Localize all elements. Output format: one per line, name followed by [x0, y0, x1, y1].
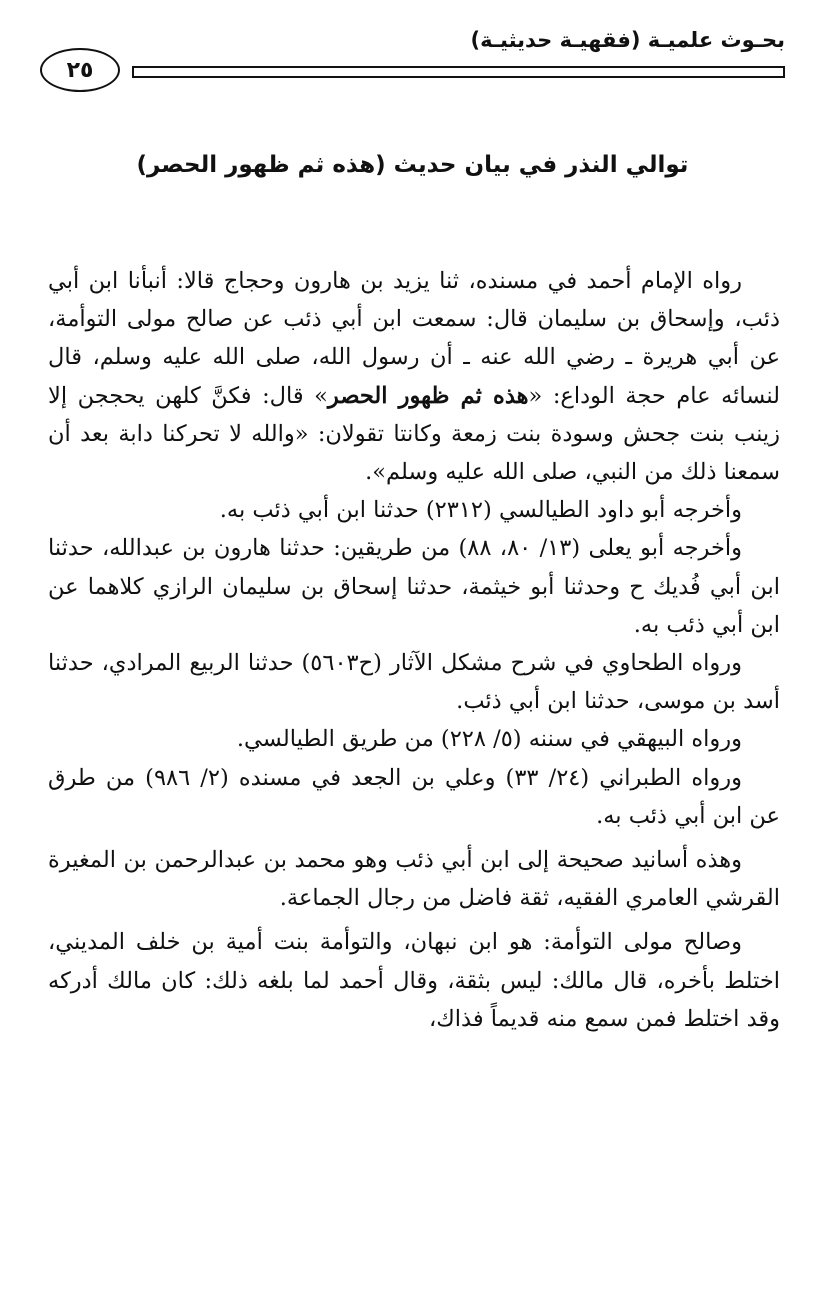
- paragraph-tabarani: ورواه الطبراني (٢٤/ ٣٣) وعلي بن الجعد في مسنده (٢/ ٩٨٦) من طرق عن ابن أبي ذئب به.: [48, 764, 780, 829]
- paragraph-text: رواه الإمام أحمد في مسنده، ثنا يزيد بن هارون وحجاج قالا: أنبأنا ابن أبي ذئب، وإسحاق بن سليمان قال: سمعت ابن أبي ذئب عن صالح مولى التوأمة، عن أبي هريرة ـ رضي الله عنه ـ أن رسول الله، صلى الله عليه وسلم، قال لنسائه عام حجة الوداع: «: [48, 268, 780, 409]
- article-body: [48, 262, 780, 1038]
- article-title: توالي النذر في بيان حديث (هذه ثم ظهور الحصر): [136, 152, 689, 178]
- header-rule: [132, 66, 785, 78]
- paragraph-isnad-assessment: وهذه أسانيد صحيحة إلى ابن أبي ذئب وهو محمد بن عبدالرحمن بن المغيرة القرشي العامري الفقيه، ثقة فاضل من رجال الجماعة.: [48, 847, 780, 912]
- page-number: ٢٥: [40, 48, 120, 92]
- paragraph-text: » قال: فكنَّ كلهن يحججن إلا زينب بنت جحش وسودة بنت زمعة وكانتا تقولان: «والله لا تحركنا دابة بعد أن سمعنا ذلك من النبي، صلى الله عليه وسلم».: [48, 382, 780, 486]
- paragraph-tayalisi: وأخرجه أبو داود الطيالسي (٢٣١٢) حدثنا ابن أبي ذئب به.: [219, 497, 742, 524]
- paragraph-hadith-text: [48, 262, 780, 491]
- hadith-quote-bold: هذه ثم ظهور الحصر: [327, 382, 529, 409]
- page-header: [40, 28, 785, 98]
- paragraph-abu-yala: وأخرجه أبو يعلى (١٣/ ٨٠، ٨٨) من طريقين: حدثنا هارون بن عبدالله، حدثنا ابن أبي فُديك ح وحدثنا أبو خيثمة، حدثنا إسحاق بن سليمان الرازي كلاهما عن ابن أبي ذئب به.: [48, 535, 780, 638]
- book-title: بحـوث علميـة (فقهيـة حديثيـة): [470, 28, 785, 52]
- paragraph-tahawi: ورواه الطحاوي في شرح مشكل الآثار (ح٥٦٠٣) حدثنا الربيع المرادي، حدثنا أسد بن موسى، حدثنا ابن أبي ذئب.: [48, 650, 780, 715]
- paragraph-bayhaqi: ورواه البيهقي في سننه (٥/ ٢٢٨) من طريق الطيالسي.: [236, 726, 742, 753]
- paragraph-salih-mawla: وصالح مولى التوأمة: هو ابن نبهان، والتوأمة بنت أمية بن خلف المديني، اختلط بأخره، قال مالك: ليس بثقة، وقال أحمد لما بلغه ذلك: كان مالك أدركه وقد اختلط فمن سمع منه قديماً فذاك،: [48, 929, 780, 1032]
